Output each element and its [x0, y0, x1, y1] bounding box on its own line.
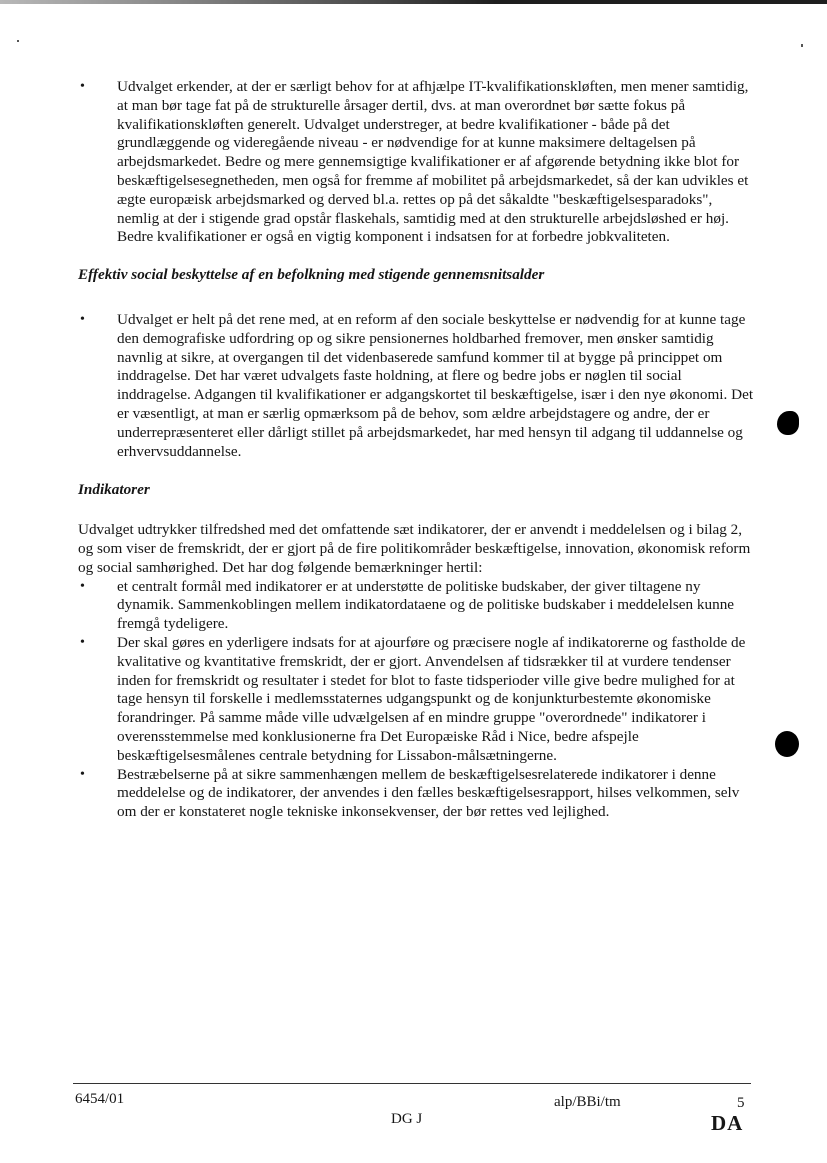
list-item [78, 578, 758, 634]
page-number: 5 [737, 1095, 745, 1111]
bullet-icon: • [80, 311, 85, 327]
document-body [78, 78, 758, 822]
bullet-icon: • [80, 766, 85, 782]
bullet-icon: • [80, 79, 85, 94]
department: DG J [391, 1111, 423, 1127]
bullet-text: Bestræbelserne på at sikre sammenhængen mellem de beskæftigelsesrelaterede indikatorer i denne meddelelse og de indikatorer, der anvendes i den fælles beskæftigelsesrapport, hilses velkommen, selv om der er konstateret nogle tekniske inkonsekvenser, der bør rettes ved lejlighed. [117, 765, 740, 821]
scan-speck [801, 44, 803, 47]
bullet-text: et centralt formål med indikatorer er at understøtte de politiske budskaber, der giver tiltagene ny dynamik. Sammenkoblingen mellem indikatordataene og de politiske budskaber i meddelelsen kunne fremgå tydeligere. [117, 577, 735, 633]
paragraph: Udvalget udtrykker tilfredshed med det omfattende sæt indikatorer, der er anvendt i meddelelsen og i bilag 2, og som viser de fremskridt, der er gjort på de fire politikområder beskæftigelse, innovation, økonomisk reform og social samhørighed. Det har dog følgende bemærkninger hertil: [78, 521, 751, 576]
bullet-text: Udvalget erkender, at der er særligt behov for at afhjælpe IT-kvalifikationskløften, men mener samtidig, at man bør tage fat på de strukturelle årsager dertil, dvs. at man overordnet bør sætte fokus på kvalifikationskløften generelt. Udvalget understreger, at bedre kvalifikationer - både på det grundlæggende og videregående niveau - er nødvendige for at kunne maksimere deltagelsen på arbejdsmarkedet. Bedre og mere gennemsigtige kvalifikationer er af afgørende betydning ikke blot for beskæftigelsesegnetheden, men også for fremme af mobilitet på arbejdsmarkedet, så der kan udvikles et ægte europæisk arbejdsmarked og derved bl.a. rettes op på det såkaldte "beskæftigelsesparadoks", nemlig at der i stigende grad opstår flaskehals, samtidig med at den strukturelle arbejdsløshed er høj. Bedre kvalifikationer er også en vigtig komponent i indsatsen for at forbedre jobkvaliteten. [117, 78, 749, 246]
language-code: DA [711, 1111, 744, 1135]
bullet-text: Udvalget er helt på det rene med, at en reform af den sociale beskyttelse er nødvendig for at kunne tage den demografiske udfordring op og sikre pensionernes holdbarhed fremover, men ønsker samtidig navnlig at sikre, at overgangen til det videnbaserede samfund kommer til at bygge på princippet om inddragelse. Det har været udvalgets faste holdning, at flere og bedre jobs er nøglen til social inddragelse. Adgangen til kvalifikationer er adgangskortet til beskæftigelse, især i den nye økonomi. Det er væsentligt, at man er særlig opmærksom på de behov, som ældre arbejdstagere og andre, der er underrepræsenteret eller dårligt stillet på arbejdsmarkedet, har med hensyn til adgang til uddannelse og erhvervsuddannelse. [117, 310, 754, 460]
list-item [78, 78, 758, 247]
bullet-icon: • [80, 634, 85, 650]
list-item [78, 766, 758, 822]
footer-rule [73, 1083, 751, 1084]
bullet-icon: • [80, 578, 85, 594]
scan-edge [0, 0, 827, 4]
doc-number: 6454/01 [75, 1091, 125, 1107]
section-heading: Effektiv social beskyttelse af en befolkning med stigende gennemsnitsalder [78, 266, 545, 284]
list-item [78, 634, 758, 766]
bullet-text: Der skal gøres en yderligere indsats for at ajourføre og præcisere nogle af indikatorerne og fastholde de kvalitative og kvantitative fremskridt, der er gjort. Anvendelsen af tidsrækker til at vurdere tendenser inden for fremskridt og resultater i stedet for blot to faste tidsperioder ville give bedre mulighed for at tage hensyn til forskelle i medlemsstaternes udgangspunkt og de konjunkturbestemte økonomiske forandringer. På samme måde ville udvælgelsen af en mindre gruppe "overordnede" indikatorer i overensstemmelse med konklusionerne fra Det Europæiske Råd i Nice, bedre afspejle beskæftigelsesmålenes centrale betydning for Lissabon-målsætningerne. [117, 633, 746, 764]
punch-hole-top [777, 411, 799, 435]
reference-code: alp/BBi/tm [554, 1094, 621, 1110]
punch-hole-bottom [775, 731, 799, 757]
scan-speck [17, 40, 19, 42]
section-heading: Indikatorer [78, 481, 150, 499]
list-item [78, 311, 758, 461]
